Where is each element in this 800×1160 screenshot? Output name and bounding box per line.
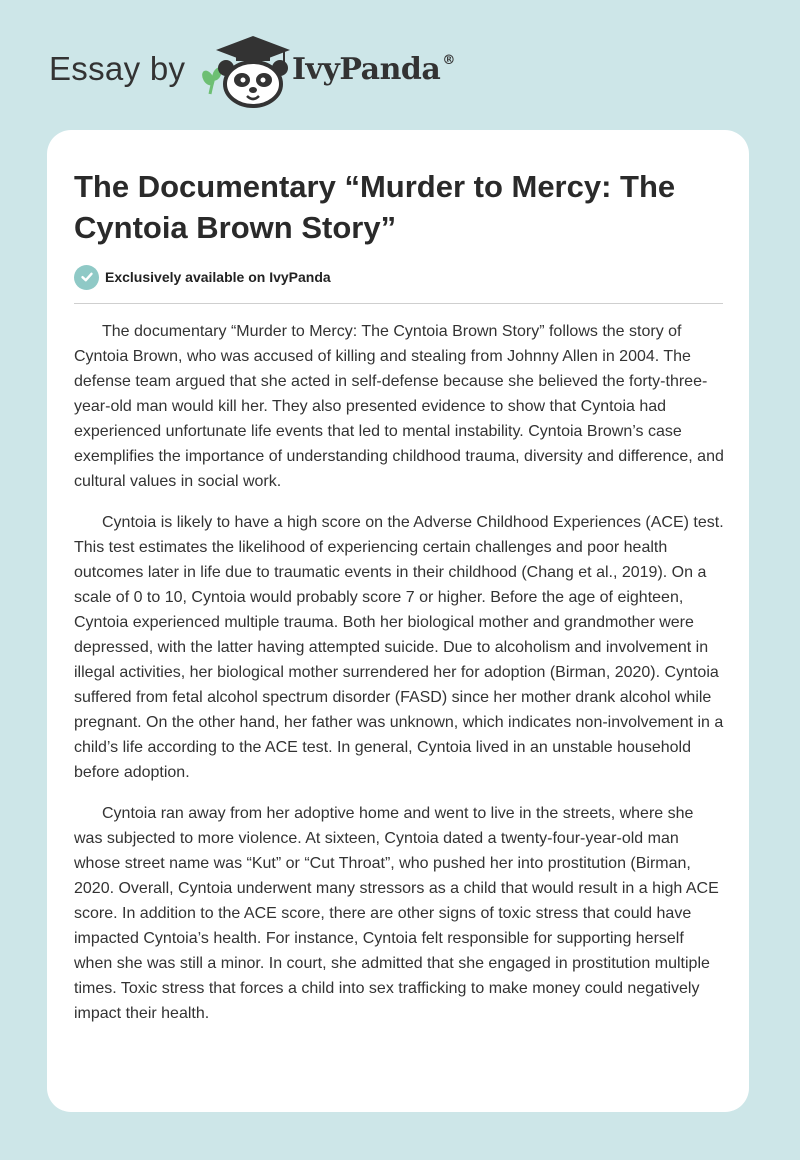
panda-logo-icon[interactable] bbox=[198, 34, 298, 108]
paragraph-1: The documentary “Murder to Mercy: The Cyntoia Brown Story” follows the story of Cyntoia Brown, who was accused of killing and stealing from Johnny Allen in 2004. The defense team argued that she acted in self-defense because she believed the forty-three-year-old man would kill her. They also presented evidence to show that Cyntoia had experienced unfortunate life events that led to mental instability. Cyntoia Brown’s case exemplifies the importance of understanding childhood trauma, diversity and difference, and cultural values in social work. bbox=[74, 323, 724, 490]
registered-mark: ® bbox=[442, 53, 455, 68]
paragraph-2: Cyntoia is likely to have a high score on the Adverse Childhood Experiences (ACE) test. This test estimates the likelihood of experiencing certain challenges and poor health outcomes later in life due to traumatic events in their childhood (Chang et al., 2019). On a scale of 0 to 10, Cyntoia would probably score 7 or higher. Before the age of eighteen, Cyntoia experienced multiple trauma. Both her biological mother and grandmother were depressed, with the latter having attempted suicide. Due to alcoholism and involvement in illegal activities, her biological mother surrendered her for adoption (Birman, 2020). Cyntoia suffered from fetal alcohol spectrum disorder (FASD) since her mother drank alcohol while pregnant. On the other hand, her father was unknown, which indicates non-involvement in a child’s life according to the ACE test. In general, Cyntoia lived in an unstable household before adoption. bbox=[74, 514, 724, 781]
brand-name[interactable] bbox=[292, 52, 455, 87]
check-icon bbox=[74, 265, 99, 290]
essay-card bbox=[47, 130, 749, 1112]
site-header bbox=[0, 0, 800, 120]
exclusive-badge bbox=[74, 264, 331, 290]
divider bbox=[74, 303, 723, 304]
page-title: The Documentary “Murder to Mercy: The Cyntoia Brown Story” bbox=[74, 169, 676, 245]
brand-text: IvyPanda bbox=[292, 52, 441, 87]
essay-body bbox=[74, 319, 726, 1042]
paragraph-3: Cyntoia ran away from her adoptive home and went to live in the streets, where she was subjected to more violence. At sixteen, Cyntoia dated a twenty-four-year-old man whose street name was “Kut” or “Cut Throat”, who pushed her into prostitution (Birman, 2020. Overall, Cyntoia underwent many stressors as a child that would result in a high ACE score. In addition to the ACE score, there are other signs of toxic stress that could have impacted Cyntoia’s health. For instance, Cyntoia felt responsible for supporting herself when she was still a minor. In court, she admitted that she engaged in prostitution multiple times. Toxic stress that forces a child into sex trafficking to make money could negatively impact their health. bbox=[74, 805, 719, 1022]
exclusive-badge-label: Exclusively available on IvyPanda bbox=[105, 269, 331, 285]
essay-by-label: Essay by bbox=[49, 50, 186, 87]
